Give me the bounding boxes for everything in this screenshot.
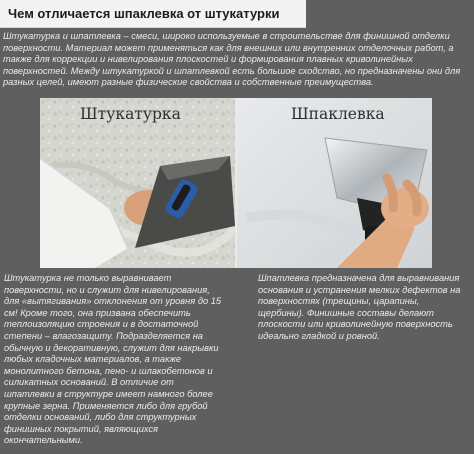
title-bar bbox=[0, 0, 306, 28]
plaster-description: Штукатурка не только выравнивает поверхности, но и служит для нивелирования, для «вытягивания» отклонения от уровня до 15 см! Кроме того, она призвана обеспечить теплоизоляцию строения и в достаточной степени – влагозащиту. Подразделяется на обычную и декоративную, служит для накрывки любых кладочных материалов, а также монолитного бетона, пено- и шлакобетонов и силикатных оснований. В отличие от шпатлевки в структуре имеет намного более крупные зерна. Применяется либо для грубой отделки оснований, либо для структурных финишных покрытий, являющихся окончательными. bbox=[4, 273, 222, 446]
plaster-photo bbox=[40, 98, 235, 268]
intro-paragraph: Штукатурка и шпатлевка – смеси, широко используемые в строительстве для финишной отделки поверхности. Материал может применяться как для внешних или внутренних отделочных работ, а также для коррекции и нивелирования плоскостей и формирования плавных криволинейных поверхностей. Между штукатуркой и шпатлевкой есть большое сходство, но предназначены они для разных целей, имеют разные физические свойства и собственные преимущества. bbox=[3, 31, 461, 88]
comparison-photos bbox=[40, 98, 432, 268]
putty-label: Шпаклевка bbox=[291, 105, 385, 123]
plaster-label: Штукатурка bbox=[80, 105, 181, 123]
putty-description: Шпатлевка предназначена для выравнивания основания и устранения мелких дефектов на поверхностях (трещины, царапины, щербины). Финишные составы делают плоскости или криволинейную поверхность идеально гладкой и ровной. bbox=[258, 273, 461, 341]
page-title: Чем отличается шпаклевка от штукатурки bbox=[8, 6, 280, 21]
putty-photo bbox=[237, 98, 432, 268]
